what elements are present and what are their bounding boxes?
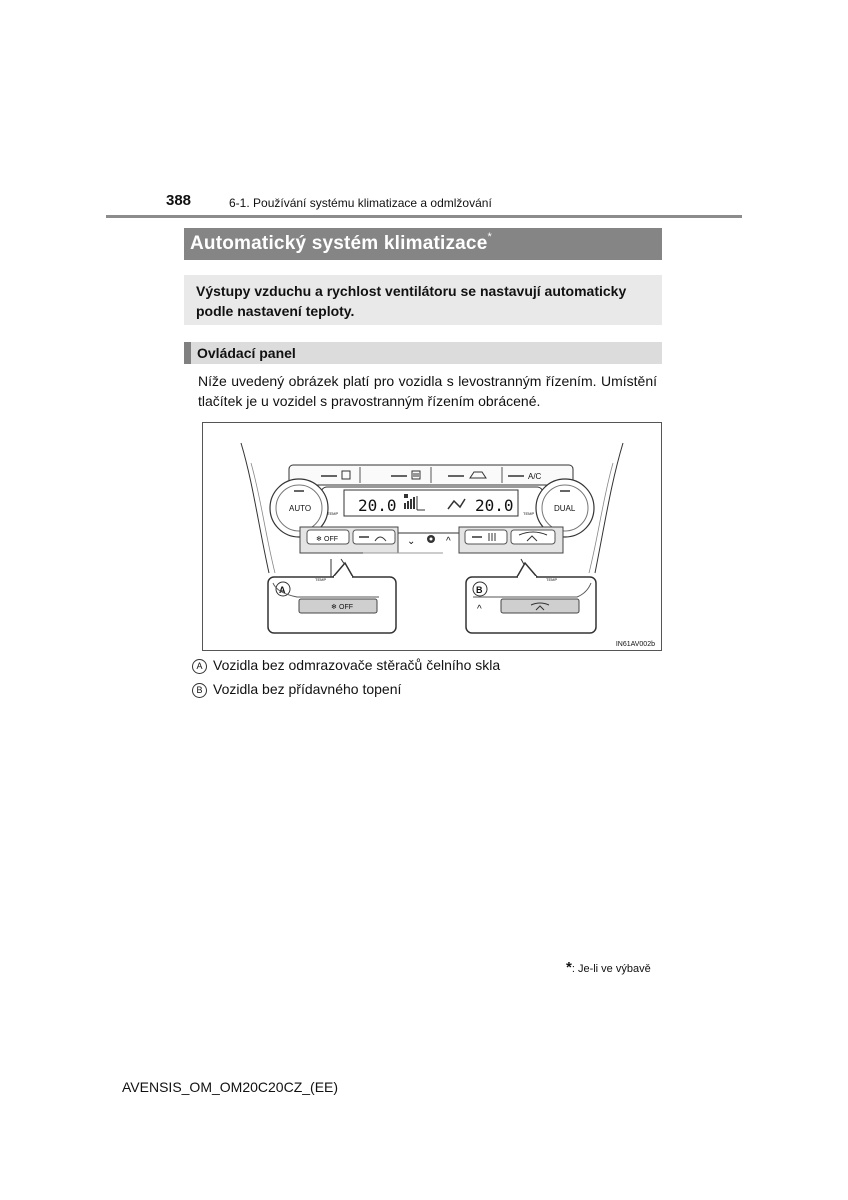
subsection-accent bbox=[184, 342, 191, 364]
document-code: AVENSIS_OM_OM20C20CZ_(EE) bbox=[122, 1079, 339, 1095]
figure-code: IN61AV002b bbox=[615, 641, 655, 648]
ac-button-label: A/C bbox=[528, 472, 542, 481]
left-temp-display: 20.0 bbox=[358, 496, 397, 515]
legend-item-a bbox=[192, 657, 500, 674]
fan-down-icon: ⌄ bbox=[407, 536, 416, 547]
header-rule bbox=[106, 215, 742, 218]
control-panel-figure bbox=[202, 422, 662, 651]
subsection-title: Ovládací panel bbox=[197, 345, 296, 361]
legend-mark-a: A bbox=[192, 659, 207, 674]
callout-b-label: B bbox=[476, 585, 483, 595]
svg-text:❄: ❄ bbox=[331, 604, 337, 611]
legend-mark-b: B bbox=[192, 683, 207, 698]
footnote bbox=[566, 959, 651, 976]
footnote-mark: * bbox=[566, 959, 572, 976]
summary-text: Výstupy vzduchu a rychlost ventilátoru se nastavují automaticky podle nastavení teploty. bbox=[196, 283, 627, 319]
title-bar bbox=[184, 228, 662, 260]
legend-item-b bbox=[192, 681, 401, 698]
temp-label-right: TEMP bbox=[523, 511, 535, 516]
title-footnote-mark: * bbox=[487, 231, 492, 243]
body-paragraph: Níže uvedený obrázek platí pro vozidla s levostranným řízením. Umístění tlačítek je u vozidel s pravostranným řízením obrácené. bbox=[198, 373, 657, 409]
svg-text:TEMP: TEMP bbox=[546, 577, 558, 582]
page-number: 388 bbox=[166, 192, 192, 209]
off-button-label: OFF bbox=[324, 536, 338, 543]
fan-up-icon: ^ bbox=[446, 536, 451, 547]
fan-icon bbox=[427, 535, 435, 543]
dual-button-label: DUAL bbox=[554, 504, 576, 513]
svg-text:TEMP: TEMP bbox=[315, 577, 327, 582]
section-path: 6-1. Používání systému klimatizace a odmlžování bbox=[229, 196, 492, 210]
legend-text-a: Vozidla bez odmrazovače stěračů čelního skla bbox=[213, 657, 501, 673]
svg-text:^: ^ bbox=[477, 604, 482, 615]
summary-box bbox=[184, 275, 662, 325]
page-title: Automatický systém klimatizace* bbox=[190, 231, 492, 254]
legend-text-b: Vozidla bez přídavného topení bbox=[213, 681, 402, 697]
control-panel-illustration bbox=[203, 423, 661, 650]
subsection-bar bbox=[184, 342, 662, 364]
footnote-text: : Je-li ve výbavě bbox=[571, 963, 651, 975]
callout-a-off-label: OFF bbox=[339, 604, 353, 611]
auto-button-label: AUTO bbox=[289, 504, 312, 513]
temp-label-left: TEMP bbox=[327, 511, 339, 516]
right-temp-display: 20.0 bbox=[475, 496, 514, 515]
callout-a-label: A bbox=[279, 585, 286, 595]
svg-text:❄: ❄ bbox=[316, 536, 322, 543]
